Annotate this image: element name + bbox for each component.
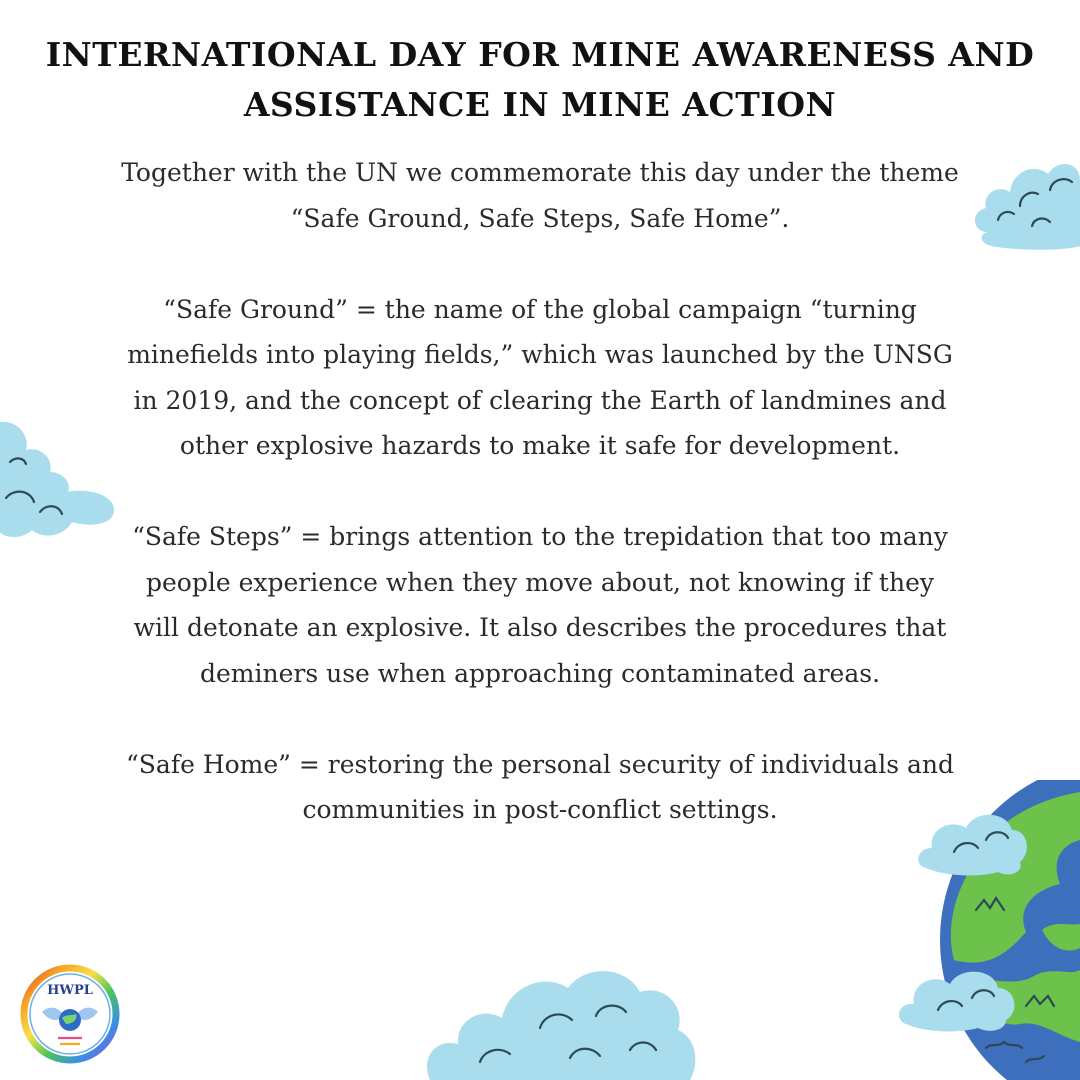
title-line-2: ASSISTANCE IN MINE ACTION <box>243 85 837 124</box>
cloud-icon <box>420 958 700 1080</box>
cloud-icon <box>0 418 118 542</box>
safe-steps-paragraph: “Safe Steps” = brings attention to the trepidation that too many people experience when they move about, not knowing if they will detonate an explosive. It also describes the procedures that deminers use when approaching contaminated areas. <box>132 522 948 688</box>
title-line-1: INTERNATIONAL DAY FOR MINE AWARENESS AND <box>45 35 1035 74</box>
cloud-icon <box>914 806 1030 878</box>
cloud-icon <box>894 962 1020 1034</box>
logo-text: HWPL <box>47 983 93 998</box>
hwpl-logo <box>20 964 120 1064</box>
body-text <box>120 150 960 833</box>
page-title <box>0 30 1080 130</box>
cloud-icon <box>968 150 1080 254</box>
safe-home-paragraph: “Safe Home” = restoring the personal security of individuals and communities in post-conflict settings. <box>126 749 954 824</box>
intro-paragraph: Together with the UN we commemorate this day under the theme “Safe Ground, Safe Steps, Safe Home”. <box>121 158 959 233</box>
safe-ground-paragraph: “Safe Ground” = the name of the global campaign “turning minefields into playing fields,” which was launched by the UNSG in 2019, and the concept of clearing the Earth of landmines and other explosive hazards to make it safe for development. <box>127 294 953 460</box>
